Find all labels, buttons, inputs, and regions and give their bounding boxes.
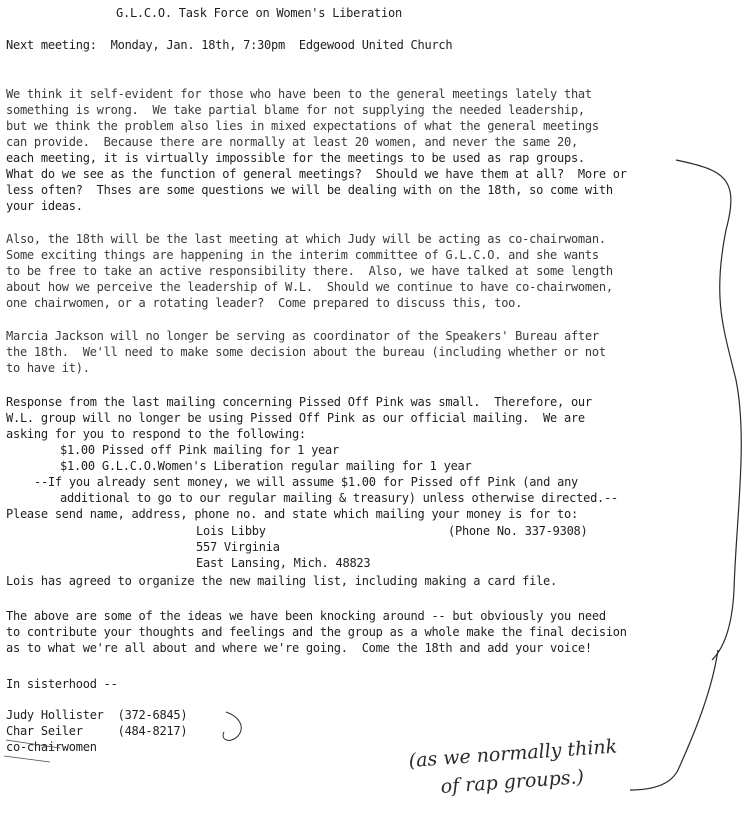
note-arrow-stroke — [630, 650, 718, 790]
address-city: East Lansing, Mich. 48823 — [196, 556, 371, 570]
paragraph-4-line-1: Response from the last mailing concerning Pissed Off Pink was small. Therefore, our — [6, 395, 592, 409]
paragraph-1-line-2: something is wrong. We take partial blame for not supplying the needed leadership, — [6, 103, 585, 117]
paragraph-2-line-1: Also, the 18th will be the last meeting at which Judy will be acting as co-chairwoman. — [6, 232, 606, 246]
paragraph-4-line-3: asking for you to respond to the following: — [6, 427, 306, 441]
paragraph-4-note-1: --If you already sent money, we will assume $1.00 for Pissed off Pink (and any — [34, 475, 579, 489]
paragraph-1-line-6: What do we see as the function of general meetings? Should we have them at all? More or — [6, 167, 627, 181]
memo-title: G.L.C.O. Task Force on Women's Liberation — [116, 6, 402, 20]
closing-line-2: to contribute your thoughts and feelings and the group as a whole make the final decision — [6, 625, 627, 639]
closing-line-3: as to what we're all about and where we're going. Come the 18th and add your voice! — [6, 641, 592, 655]
paragraph-2-line-3: to be free to take an active responsibility there. Also, we have talked at some length — [6, 264, 613, 278]
paragraph-4-line-4: Please send name, address, phone no. and state which mailing your money is for to: — [6, 507, 578, 521]
address-phone: (Phone No. 337-9308) — [448, 524, 588, 538]
paragraph-4-note-2: additional to go to our regular mailing & treasury) unless otherwise directed.-- — [60, 491, 618, 505]
handwritten-note-line-1: (as we normally think — [408, 735, 618, 772]
paragraph-4-line-2: W.L. group will no longer be using Pissed Off Pink as our official mailing. We are — [6, 411, 585, 425]
paragraph-3-line-3: to have it). — [6, 361, 90, 375]
paragraph-1-line-8: your ideas. — [6, 199, 83, 213]
mailing-option-pink: $1.00 Pissed off Pink mailing for 1 year — [60, 443, 339, 457]
sign-off: In sisterhood -- — [6, 677, 118, 691]
paragraph-2-line-5: one chairwomen, or a rotating leader? Come prepared to discuss this, too. — [6, 296, 523, 310]
paragraph-1-line-1: We think it self-evident for those who have been to the general meetings lately that — [6, 87, 592, 101]
paragraph-2-line-4: about how we perceive the leadership of W.L. Should we continue to have co-chairwomen, — [6, 280, 613, 294]
paragraph-1-line-3: but we think the problem also lies in mixed expectations of what the general meetings — [6, 119, 599, 133]
paragraph-2-line-2: Some exciting things are happening in the interim committee of G.L.C.O. and she wants — [6, 248, 599, 262]
signature-scribble — [223, 712, 241, 740]
address-street: 557 Virginia — [196, 540, 280, 554]
handwritten-note-line-2: of rap groups.) — [440, 765, 585, 798]
paragraph-3-line-2: the 18th. We'll need to make some decision about the bureau (including whether or not — [6, 345, 606, 359]
mailing-list-note: Lois has agreed to organize the new mailing list, including making a card file. — [6, 574, 557, 588]
next-meeting-line: Next meeting: Monday, Jan. 18th, 7:30pm Edgewood United Church — [6, 38, 453, 52]
address-name: Lois Libby — [196, 524, 266, 538]
paragraph-3-line-1: Marcia Jackson will no longer be serving as coordinator of the Speakers' Bureau after — [6, 329, 599, 343]
margin-bracket-stroke — [676, 160, 741, 660]
paragraph-1-line-5: each meeting, it is virtually impossible for the meetings to be used as rap groups. — [6, 151, 585, 165]
paragraph-1-line-4: can provide. Because there are normally at least 20 women, and never the same 20, — [6, 135, 578, 149]
paragraph-1-line-7: less often? Thses are some questions we will be dealing with on the 18th, so come with — [6, 183, 613, 197]
signature-title: co-chairwomen — [6, 740, 97, 754]
closing-line-1: The above are some of the ideas we have been knocking around -- but obviously you need — [6, 609, 606, 623]
mailing-option-regular: $1.00 G.L.C.O.Women's Liberation regular mailing for 1 year — [60, 459, 472, 473]
signature-judy: Judy Hollister (372-6845) — [6, 708, 188, 722]
signature-char: Char Seiler (484-8217) — [6, 724, 188, 738]
